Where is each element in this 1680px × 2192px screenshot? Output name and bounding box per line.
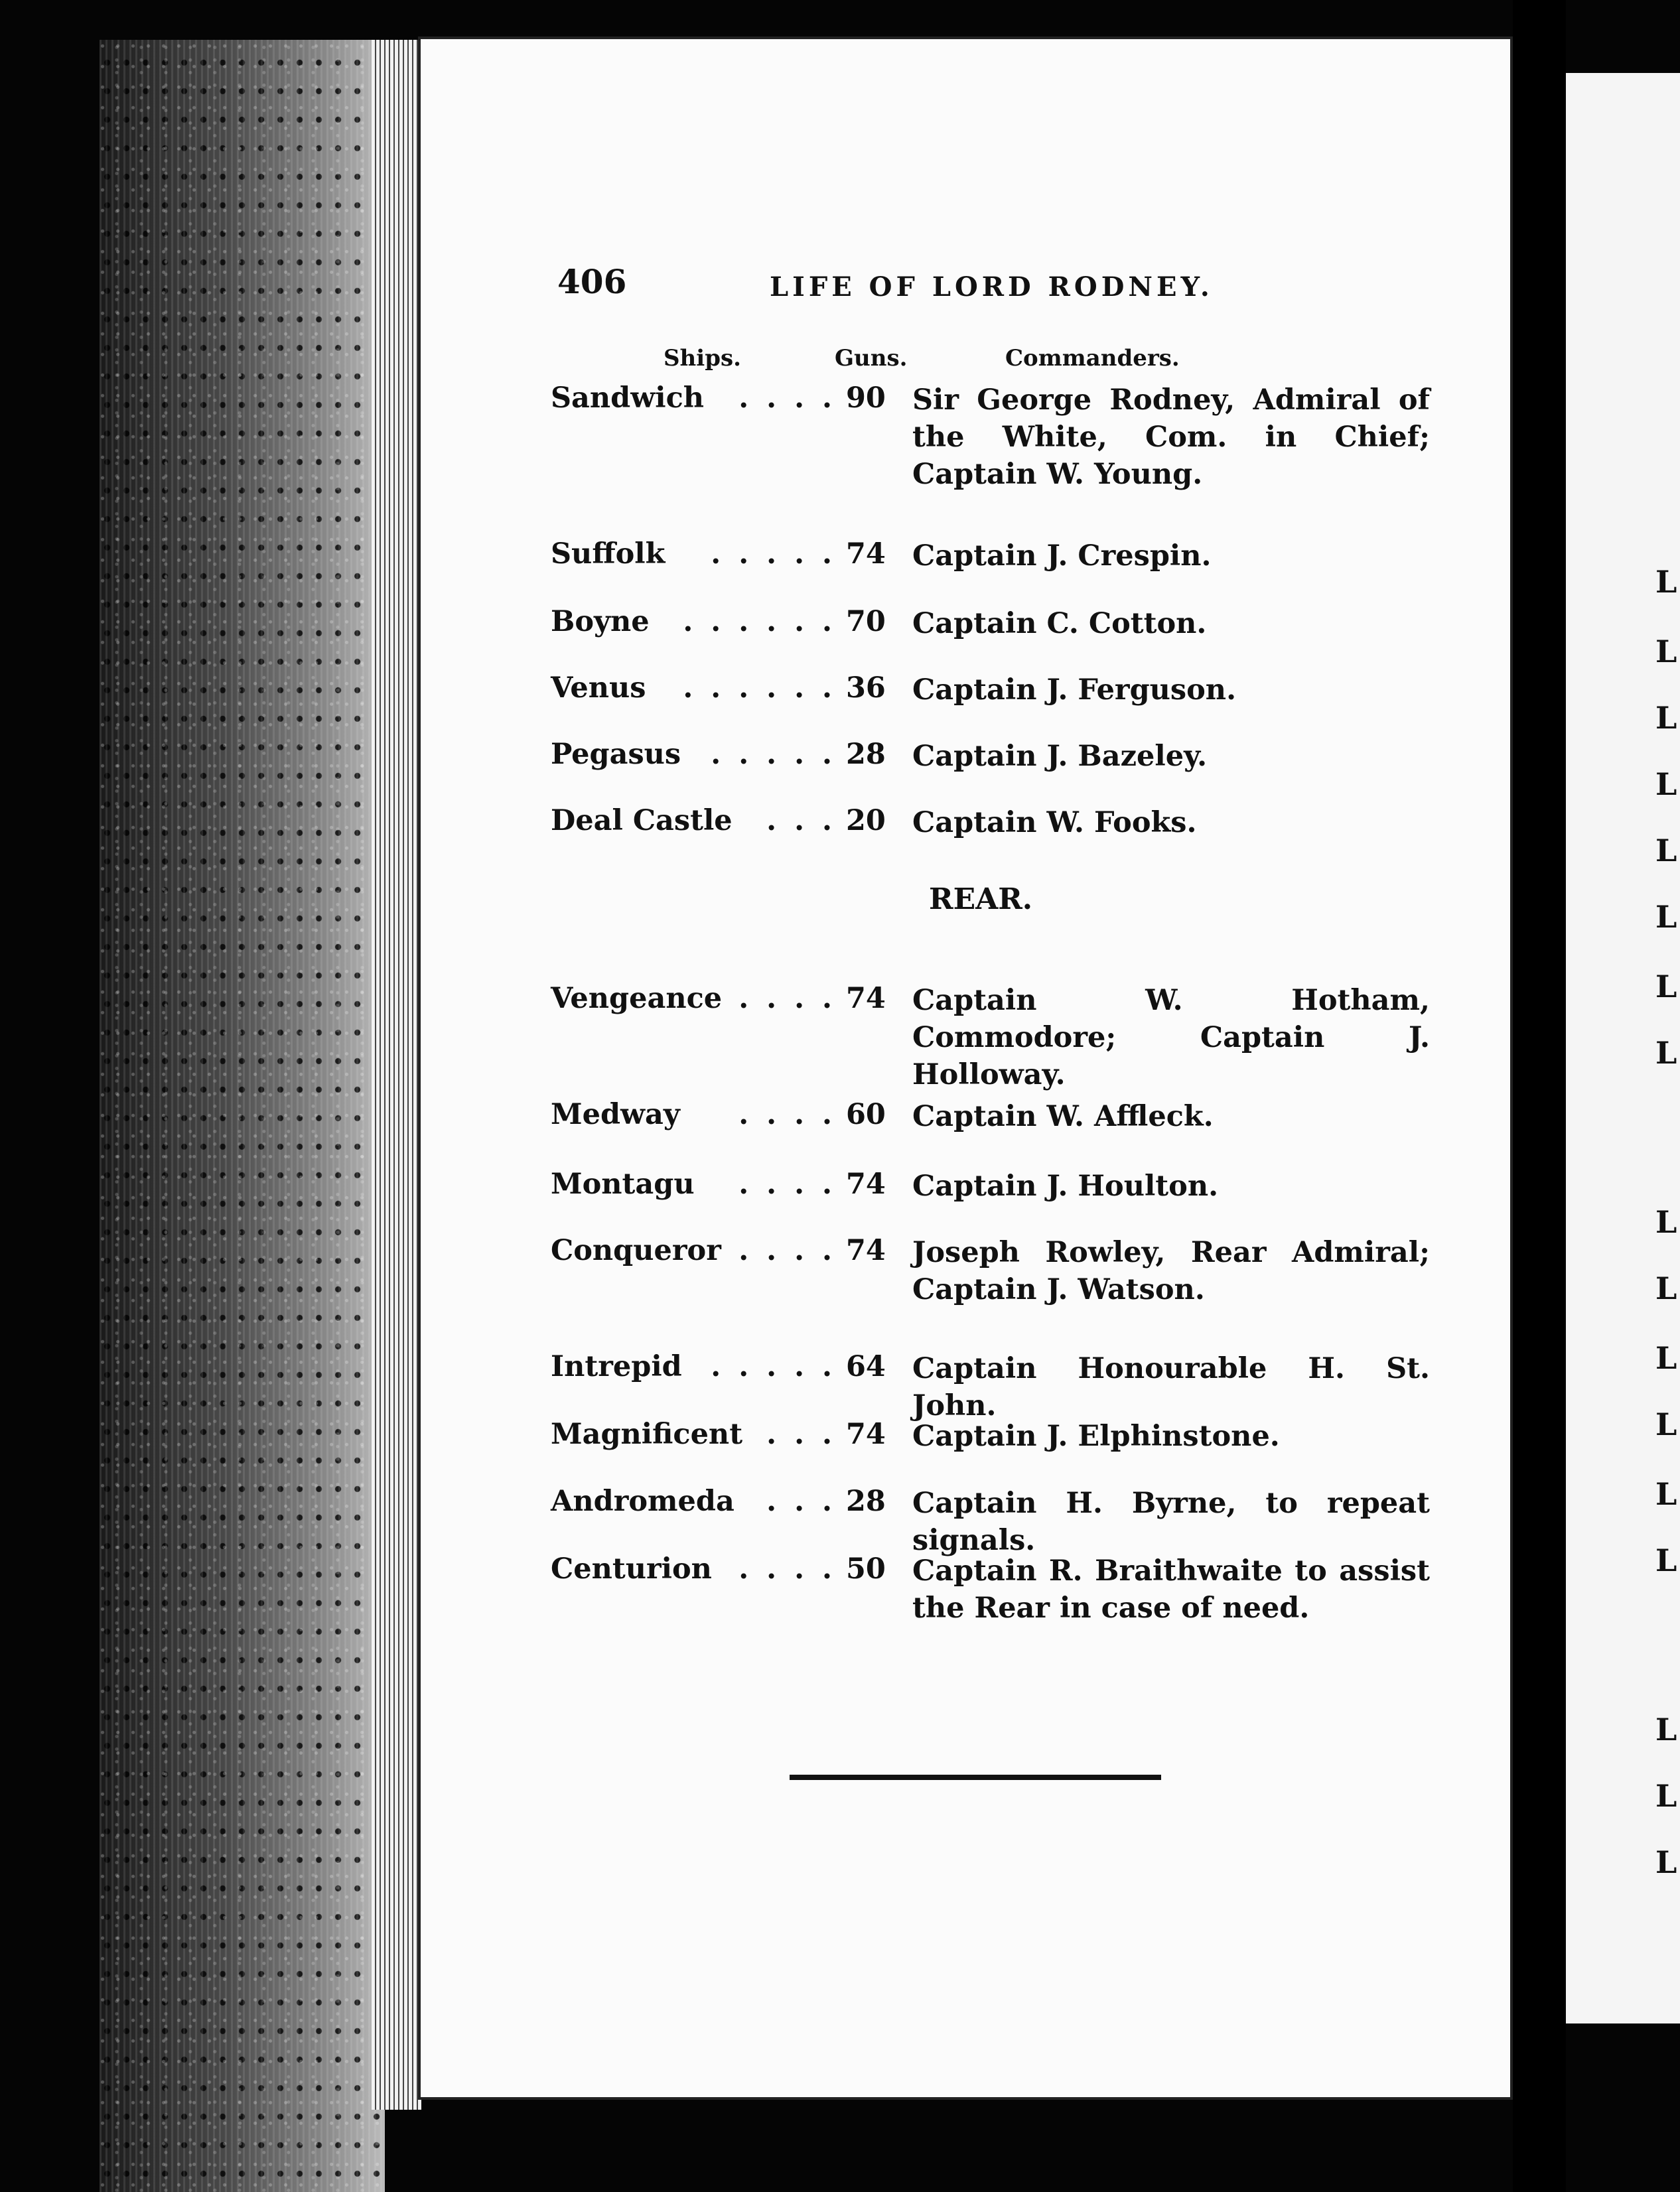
ship-name: Centurion: [551, 1552, 712, 1586]
facing-page-letter: L: [1655, 1542, 1677, 1578]
guns-count: 20: [846, 804, 886, 837]
facing-page-letter: L: [1655, 634, 1677, 669]
column-header-guns: Guns.: [835, 345, 908, 372]
leader-dots: . . . .: [738, 1168, 836, 1201]
leader-dots: . . . . .: [711, 537, 836, 571]
commander-text: Captain J. Crespin.: [912, 539, 1212, 573]
page-number: 406: [557, 262, 627, 301]
commander-text: Captain W. Fooks.: [912, 806, 1197, 839]
guns-count: 50: [846, 1552, 886, 1586]
leader-dots: . . .: [766, 804, 836, 837]
facing-page-letter: L: [1655, 700, 1677, 736]
ship-name: Venus: [551, 671, 646, 705]
commander-text: Joseph Rowley, Rear Admiral; Captain J. Watson.: [912, 1236, 1430, 1306]
ship-name: Suffolk: [551, 537, 665, 571]
facing-page-letter: L: [1655, 1035, 1677, 1071]
commander-text: Captain J. Ferguson.: [912, 673, 1237, 707]
commander-text: Captain W. Affleck.: [912, 1100, 1214, 1133]
column-header-commanders: Commanders.: [1005, 345, 1180, 372]
guns-count: 74: [846, 1168, 886, 1201]
commander-text: Captain Honourable H. St. John.: [912, 1352, 1430, 1422]
facing-page-letter: L: [1655, 969, 1677, 1004]
leader-dots: . . .: [766, 1418, 836, 1451]
commander-text: Captain H. Byrne, to repeat signals.: [912, 1487, 1430, 1557]
commander-text: Captain J. Bazeley.: [912, 740, 1208, 773]
book-edge: [100, 40, 385, 2192]
facing-page-letter: L: [1655, 1476, 1677, 1512]
facing-page-letter: L: [1655, 1340, 1677, 1376]
page-header: [557, 262, 1433, 308]
ship-name: Conqueror: [551, 1234, 721, 1267]
column-header-ships: Ships.: [664, 345, 741, 372]
leader-dots: . . . . . .: [683, 605, 836, 638]
ship-name: Montagu: [551, 1168, 695, 1201]
ship-name: Boyne: [551, 605, 650, 638]
guns-count: 36: [846, 671, 886, 705]
guns-count: 64: [846, 1350, 886, 1383]
facing-page-letter: L: [1655, 1712, 1677, 1747]
closing-rule: [790, 1775, 1161, 1780]
leader-dots: . . . .: [738, 381, 836, 415]
guns-count: 90: [846, 381, 886, 415]
guns-count: 74: [846, 982, 886, 1015]
leader-dots: . . . . .: [711, 738, 836, 771]
guns-count: 70: [846, 605, 886, 638]
commander-text: Captain W. Hotham, Commodore; Captain J. Holloway.: [912, 984, 1430, 1091]
leader-dots: . . . .: [738, 1098, 836, 1131]
guns-count: 28: [846, 738, 886, 771]
facing-page-letter: L: [1655, 1406, 1677, 1442]
commander-text: Captain J. Houlton.: [912, 1170, 1219, 1203]
leader-dots: . . .: [766, 1485, 836, 1518]
leader-dots: . . . . . .: [683, 671, 836, 705]
leader-dots: . . . .: [738, 982, 836, 1015]
guns-count: 74: [846, 1234, 886, 1267]
guns-count: 60: [846, 1098, 886, 1131]
commander-text: Captain C. Cotton.: [912, 607, 1207, 640]
leader-dots: . . . . .: [711, 1350, 836, 1383]
ship-name: Magnificent: [551, 1418, 743, 1451]
ship-name: Pegasus: [551, 738, 681, 771]
guns-count: 74: [846, 537, 886, 571]
facing-page-letter: L: [1655, 833, 1677, 868]
commander-text: Captain J. Elphinstone.: [912, 1420, 1280, 1453]
gutter: [1513, 0, 1566, 2192]
commander-text: Captain R. Braithwaite to assist the Rear in case of need.: [912, 1554, 1430, 1625]
leader-dots: . . . .: [738, 1234, 836, 1267]
leader-dots: . . . .: [738, 1552, 836, 1586]
facing-page-letter: L: [1655, 1270, 1677, 1306]
ship-name: Intrepid: [551, 1350, 682, 1383]
facing-page-letter: L: [1655, 766, 1677, 802]
ship-name: Andromeda: [551, 1485, 735, 1518]
ship-name: Sandwich: [551, 381, 705, 415]
page-stack: [372, 40, 421, 2110]
ship-name: Deal Castle: [551, 804, 733, 837]
facing-page-letter: L: [1655, 1204, 1677, 1240]
section-title-rear: REAR.: [929, 882, 1033, 916]
facing-page-letter: L: [1655, 1844, 1677, 1880]
facing-page-letter: L: [1655, 564, 1677, 600]
facing-page-letter: L: [1655, 899, 1677, 935]
ship-name: Vengeance: [551, 982, 723, 1015]
guns-count: 74: [846, 1418, 886, 1451]
facing-page-letter: L: [1655, 1778, 1677, 1814]
ship-name: Medway: [551, 1098, 680, 1131]
commander-text: Sir George Rodney, Admiral of the White, Com. in Chief; Captain W. Young.: [912, 383, 1430, 491]
running-title: LIFE OF LORD RODNEY.: [770, 271, 1214, 303]
guns-count: 28: [846, 1485, 886, 1518]
